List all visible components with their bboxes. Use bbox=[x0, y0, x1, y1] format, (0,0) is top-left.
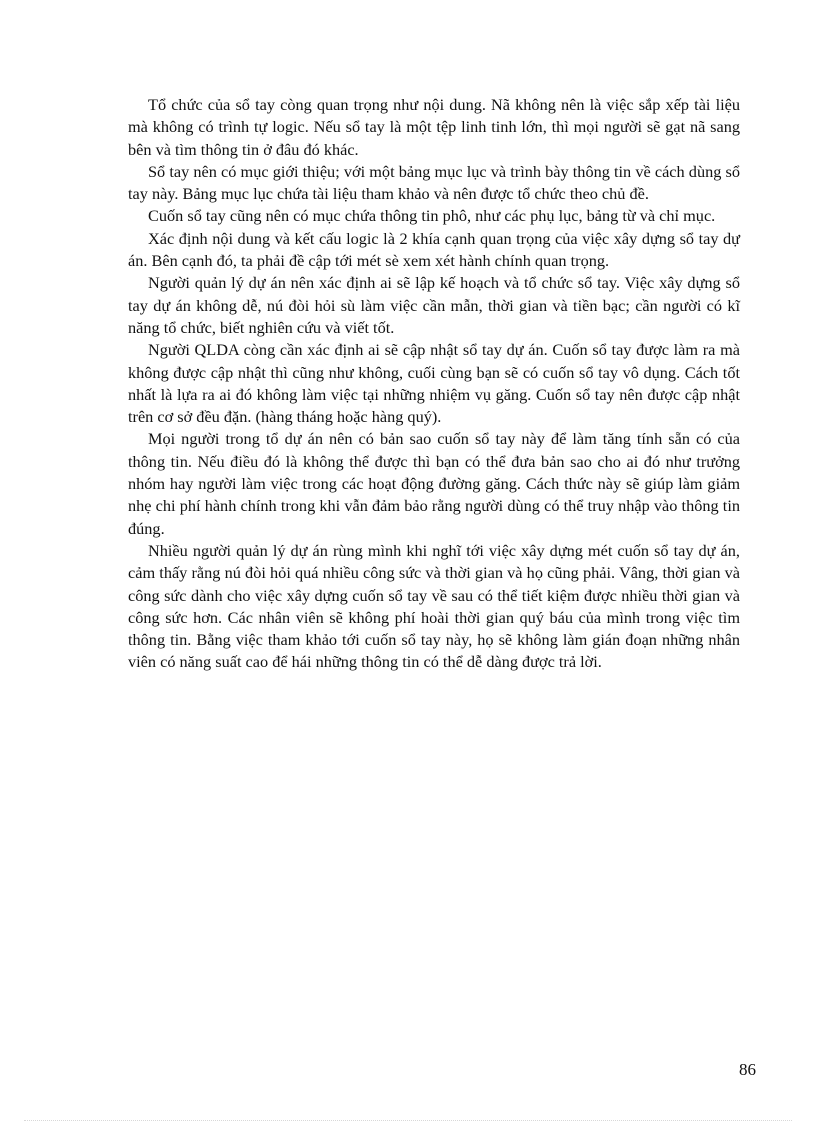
page-number: 86 bbox=[739, 1060, 756, 1079]
paragraph-updating: Người QLDA còng cần xác định ai sẽ cập nhật sổ tay dự án. Cuốn sổ tay được làm ra mà không được cập nhật thì cũng như không, cuối cùng bạn sẽ có cuốn sổ tay vô dụng. Cách tốt nhất là lựa ra ai đó không làm việc tại những nhiệm vụ găng. Cuốn sổ tay nên được cập nhật trên cơ sở đều đặn. (hàng tháng hoặc hàng quý). bbox=[128, 340, 740, 427]
paragraph-supplementary-info: Cuốn sổ tay cũng nên có mục chứa thông tin phô, như các phụ lục, bảng từ và chỉ mục. bbox=[148, 206, 716, 226]
paragraph-benefits: Nhiều người quản lý dự án rùng mình khi nghĩ tới việc xây dựng mét cuốn sổ tay dự án, cảm thấy rằng nú đòi hỏi quá nhiều công sức và thời gian và họ cũng phải. Vâng, thời gian và công sức dành cho việc xây dựng cuốn sổ tay về sau có thể tiết kiệm được nhiều thời gian và công sức hơn. Các nhân viên sẽ không phí hoài thời gian quý báu của mình trong việc tìm thông tin. Bằng việc tham khảo tới cuốn sổ tay này, họ sẽ không làm gián đoạn những nhân viên có năng suất cao để hái những thông tin có thể dễ dàng được trả lời. bbox=[128, 540, 740, 672]
footer-divider bbox=[24, 1120, 792, 1121]
body-text bbox=[128, 94, 740, 674]
paragraph-organization: Tổ chức của sổ tay còng quan trọng như nội dung. Nã không nên là việc sắp xếp tài liệu mà không có trình tự logic. Nếu sổ tay là một tệp linh tinh lớn, thì mọi người sẽ gạt nã sang bên và tìm thông tin ở đâu đó khác. bbox=[128, 95, 740, 159]
paragraph-copies: Mọi người trong tổ dự án nên có bản sao cuốn sổ tay này để làm tăng tính sẵn có của thông tin. Nếu điều đó là không thể được thì bạn có thể đưa bản sao cho ai đó như trưởng nhóm hay người làm việc trong các hoạt động đường găng. Cách thức này sẽ giúp làm giảm nhẹ chi phí hành chính trong khi vẫn đảm bảo rằng người dùng có thể truy nhập vào thông tin đúng. bbox=[128, 429, 740, 538]
paragraph-planning: Người quản lý dự án nên xác định ai sẽ lập kế hoạch và tổ chức sổ tay. Việc xây dựng sổ tay dự án không dễ, nú đòi hỏi sù làm việc cần mẫn, thời gian và tiền bạc; cần người có kĩ năng tổ chức, biết nghiên cứu và viết tốt. bbox=[128, 273, 740, 337]
paragraph-content-structure: Xác định nội dung và kết cấu logic là 2 khía cạnh quan trọng của việc xây dựng sổ tay dự án. Bên cạnh đó, ta phải đề cập tới mét sè xem xét hành chính quan trọng. bbox=[128, 228, 740, 271]
paragraph-introduction: Sổ tay nên có mục giới thiệu; với một bảng mục lục và trình bày thông tin về cách dùng sổ tay này. Bảng mục lục chứa tài liệu tham khảo và nên được tổ chức theo chủ đề. bbox=[128, 161, 740, 204]
